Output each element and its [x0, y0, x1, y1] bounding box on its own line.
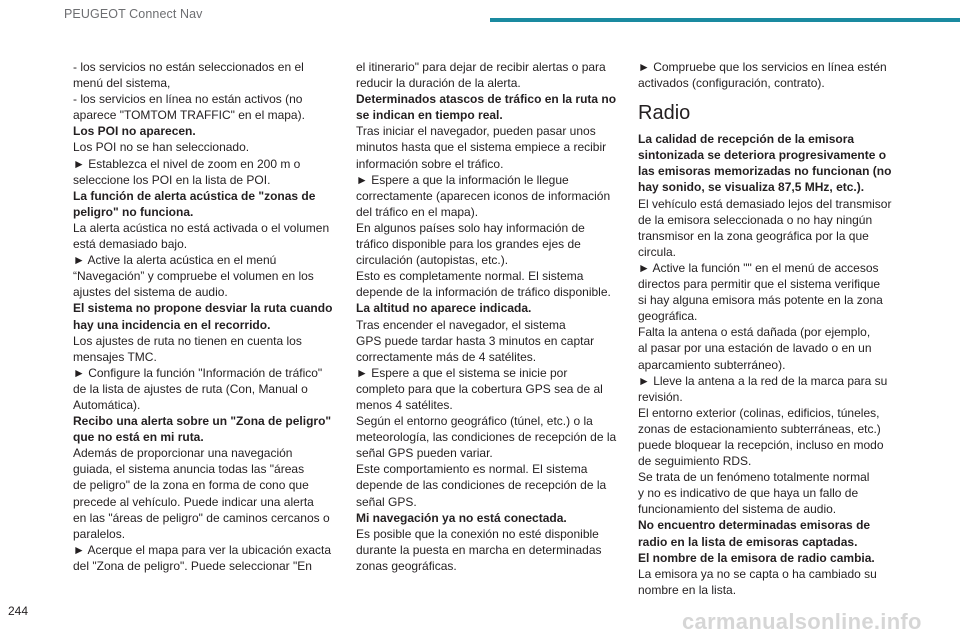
text-line: durante la puesta en marcha en determinadas: [356, 542, 602, 557]
bold-text-line: peligro" no funciona.: [73, 204, 194, 219]
text-line: zonas geográficas.: [356, 558, 457, 573]
text-line: circula.: [638, 244, 677, 259]
bold-text-line: se indican en tiempo real.: [356, 108, 503, 123]
text-line: ► Lleve la antena a la red de la marca para su: [638, 373, 888, 388]
text-line: ► Active la alerta acústica en el menú: [73, 253, 277, 268]
text-column-3: [638, 59, 896, 598]
text-line: del "Zona de peligro". Puede seleccionar "En: [73, 558, 312, 573]
text-line: Falta la antena o está dañada (por ejemplo,: [638, 325, 871, 340]
text-line: nombre en la lista.: [638, 582, 737, 597]
text-line: Este comportamiento es normal. El sistema: [356, 462, 588, 477]
text-line: zonas de estacionamiento subterráneas, etc.): [638, 421, 881, 436]
text-line: señal GPS pueden variar.: [356, 446, 493, 461]
text-column-1: [73, 59, 355, 574]
text-line: de la lista de ajustes de ruta (Con, Manual o: [73, 381, 308, 396]
text-line: Tras encender el navegador, el sistema: [356, 317, 566, 332]
text-line: - los servicios no están seleccionados en el: [73, 60, 304, 74]
bold-text-line: El nombre de la emisora de radio cambia.: [638, 550, 875, 565]
text-line: Es posible que la conexión no esté disponible: [356, 526, 599, 541]
text-line: depende de la información de tráfico disponible.: [356, 285, 611, 300]
text-line: ► Establezca el nivel de zoom en 200 m o: [73, 156, 301, 171]
text-line: Además de proporcionar una navegación: [73, 446, 293, 461]
text-line: menos 4 satélites.: [356, 397, 453, 412]
text-line: El vehículo está demasiado lejos del transmisor: [638, 196, 892, 211]
text-line: menú del sistema,: [73, 76, 171, 91]
text-line: meteorología, las condiciones de recepción de la: [356, 430, 617, 445]
bold-text-line: No encuentro determinadas emisoras de: [638, 518, 871, 533]
text-line: transmisor en la zona geográfica por la que: [638, 228, 869, 243]
text-line: Automática).: [73, 397, 141, 412]
text-line: del tráfico en el mapa).: [356, 204, 479, 219]
text-line: - los servicios en línea no están activos (no: [73, 92, 303, 107]
bold-text-line: hay sonido, se visualiza 87,5 MHz, etc.).: [638, 180, 865, 195]
bold-text-line: Mi navegación ya no está conectada.: [356, 510, 567, 525]
watermark: carmanualsonline.info: [682, 609, 922, 634]
text-line: reducir la duración de la alerta.: [356, 76, 521, 91]
bold-text-line: radio en la lista de emisoras captadas.: [638, 534, 858, 549]
text-line: “Navegación” y compruebe el volumen en los: [73, 269, 314, 284]
text-line: al pasar por una estación de lavado o en un: [638, 341, 872, 356]
text-line: aparece "TOMTOM TRAFFIC" en el mapa).: [73, 108, 305, 123]
bold-text-line: hay una incidencia en el recorrido.: [73, 317, 271, 332]
bold-text-line: las emisoras memorizadas no funcionan (no: [638, 164, 892, 179]
text-line: Esto es completamente normal. El sistema: [356, 269, 584, 284]
text-line: Se trata de un fenómeno totalmente normal: [638, 470, 870, 485]
text-line: El entorno exterior (colinas, edificios, túneles,: [638, 405, 880, 420]
text-line: de seguimiento RDS.: [638, 454, 752, 469]
page-number: 244: [8, 604, 29, 618]
bold-text-line: Los POI no aparecen.: [73, 124, 196, 139]
header-accent-bar: [490, 18, 960, 22]
text-line: señal GPS.: [356, 494, 417, 509]
text-line: seleccione los POI en la lista de POI.: [73, 172, 271, 187]
text-line: ► Active la función "" en el menú de accesos: [638, 260, 879, 275]
section-heading-radio: Radio: [638, 102, 691, 125]
text-line: activados (configuración, contrato).: [638, 76, 825, 91]
text-line: aparcamiento subterráneo).: [638, 357, 786, 372]
bold-text-line: Recibo una alerta sobre un "Zona de peligro": [73, 414, 332, 429]
text-column-2: [356, 59, 638, 574]
text-line: ► Compruebe que los servicios en línea estén: [638, 60, 887, 74]
text-line: está demasiado bajo.: [73, 237, 188, 252]
bold-text-line: El sistema no propone desviar la ruta cuando: [73, 301, 333, 316]
text-line: Los ajustes de ruta no tienen en cuenta los: [73, 333, 302, 348]
text-line: mensajes TMC.: [73, 349, 157, 364]
text-line: puede bloquear la recepción, incluso en modo: [638, 437, 884, 452]
text-line: GPS puede tardar hasta 3 minutos en captar: [356, 333, 595, 348]
text-line: de la emisora seleccionada o no hay ningún: [638, 212, 873, 227]
bold-text-line: sintonizada se deteriora progresivamente o: [638, 148, 887, 163]
text-line: funcionamiento del sistema de audio.: [638, 502, 837, 517]
text-line: ► Acerque el mapa para ver la ubicación exacta: [73, 542, 332, 557]
text-line: tráfico disponible para los grandes ejes de: [356, 237, 581, 252]
text-line: La emisora ya no se capta o ha cambiado su: [638, 566, 877, 581]
text-line: guiada, el sistema anuncia todas las "áreas: [73, 462, 305, 477]
text-line: directos para permitir que el sistema verifique: [638, 277, 881, 292]
text-line: precede al vehículo. Puede indicar una alerta: [73, 494, 314, 509]
text-line: completo para que la cobertura GPS sea de al: [356, 381, 603, 396]
text-line: Tras iniciar el navegador, pueden pasar unos: [356, 124, 596, 139]
bold-text-line: Determinados atascos de tráfico en la ruta no: [356, 92, 617, 107]
text-line: geográfica.: [638, 309, 698, 324]
text-line: información sobre el tráfico.: [356, 156, 504, 171]
text-line: Los POI no se han seleccionado.: [73, 140, 250, 155]
text-line: en las "áreas de peligro" de caminos cercanos o: [73, 510, 330, 525]
text-line: correctamente más de 4 satélites.: [356, 349, 537, 364]
text-line: minutos hasta que el sistema empiece a recibir: [356, 140, 607, 155]
bold-text-line: La calidad de recepción de la emisora: [638, 132, 855, 147]
text-line: correctamente (aparecen iconos de información: [356, 188, 611, 203]
text-line: y no es indicativo de que haya un fallo de: [638, 486, 859, 501]
text-line: ► Espere a que la información le llegue: [356, 172, 569, 187]
header-title: PEUGEOT Connect Nav: [64, 7, 203, 21]
text-line: ► Configure la función "Información de tráfico": [73, 365, 323, 380]
text-line: depende de las condiciones de recepción de la: [356, 478, 607, 493]
text-line: ► Espere a que el sistema se inicie por: [356, 365, 568, 380]
text-line: paralelos.: [73, 526, 126, 541]
text-line: En algunos países solo hay información de: [356, 220, 585, 235]
text-line: el itinerario" para dejar de recibir alertas o para: [356, 60, 606, 74]
text-line: Según el entorno geográfico (túnel, etc.) o la: [356, 414, 593, 429]
text-line: de peligro" de la zona en forma de cono que: [73, 478, 309, 493]
text-line: revisión.: [638, 389, 683, 404]
bold-text-line: que no está en mi ruta.: [73, 430, 204, 445]
text-line: ajustes del sistema de audio.: [73, 285, 228, 300]
bold-text-line: La función de alerta acústica de "zonas de: [73, 188, 316, 203]
text-line: circulación (autopistas, etc.).: [356, 253, 509, 268]
bold-text-line: La altitud no aparece indicada.: [356, 301, 532, 316]
text-line: La alerta acústica no está activada o el volumen: [73, 220, 330, 235]
text-line: si hay alguna emisora más potente en la zona: [638, 293, 883, 308]
